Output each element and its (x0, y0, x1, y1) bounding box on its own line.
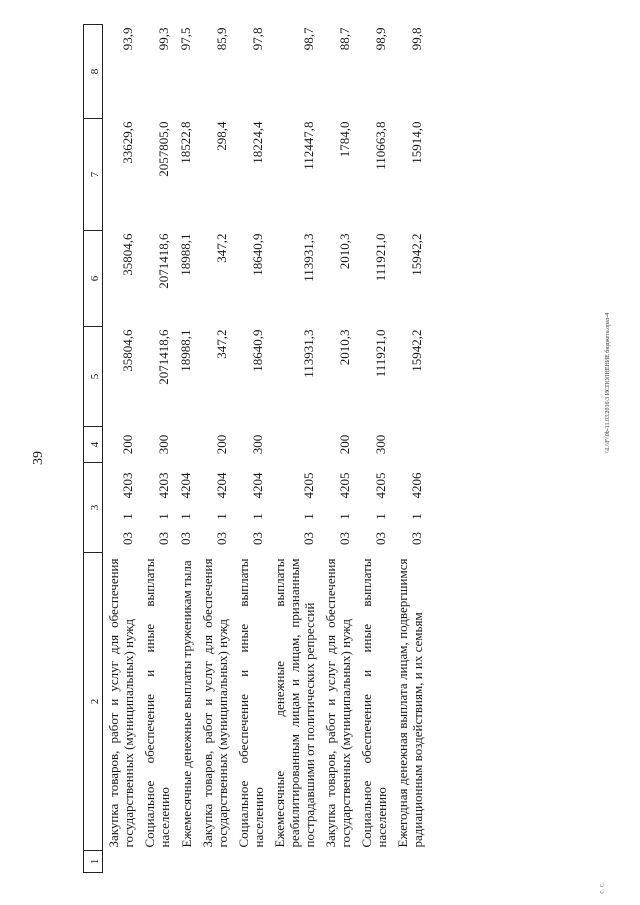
cell-c1 (320, 851, 356, 873)
cell-v5: 15942,2 (409, 329, 424, 372)
cell-v8: 99,3 (156, 27, 171, 51)
cell-name: Ежемесячные денежные выплаты труженикам тыла (179, 560, 194, 848)
cell-type: 300 (250, 434, 265, 455)
cell-code: 4205 (337, 472, 352, 499)
col-header-5: 5 (84, 326, 103, 426)
cell-chapter: 03 (337, 532, 352, 545)
cell-code: 4205 (301, 472, 316, 499)
cell-name: Ежемесячные денежные выплаты реабилитированным лицам и лицам, признанным пострадавшими от политических репрессий (272, 558, 317, 848)
cell-chapter: 03 (250, 532, 265, 545)
table-row (320, 24, 356, 872)
cell-v7: 33629,6 (120, 121, 135, 164)
cell-code: 4204 (214, 472, 229, 499)
cell-v5: 111921,0 (373, 329, 388, 378)
cell-v5: 2071418,6 (156, 329, 171, 385)
cell-code: 4203 (156, 472, 171, 499)
cell-c1 (103, 851, 140, 873)
col-header-4: 4 (84, 426, 103, 462)
table-body (103, 24, 429, 872)
cell-chapter: 03 (156, 532, 171, 545)
cell-v6: 15942,2 (409, 233, 424, 276)
cell-v7: 1784,0 (337, 121, 352, 158)
cell-v7: 298,4 (214, 121, 229, 151)
cell-v8: 99,8 (409, 27, 424, 51)
cell-name: Социальное обеспечение и иные выплаты населению (359, 558, 389, 848)
cell-sub: 1 (250, 513, 265, 520)
col-header-6: 6 (84, 230, 103, 326)
cell-v6: 2010,3 (337, 233, 352, 270)
cell-c1 (197, 851, 233, 873)
table-row (392, 24, 428, 872)
cell-c1 (139, 851, 175, 873)
cell-v7: 110663,8 (373, 121, 388, 170)
cell-code: 4203 (120, 472, 135, 499)
cell-v8: 97,8 (250, 27, 265, 51)
rotated-table-container (83, 25, 583, 873)
cell-name: Закупка товаров, работ и услуг для обеспечения государственных (муниципальных) нужд (200, 558, 230, 848)
table-row (197, 24, 233, 872)
cell-v8: 98,7 (301, 27, 316, 51)
cell-name: Закупка товаров, работ и услуг для обеспечения государственных (муниципальных) нужд (323, 558, 353, 848)
col-header-8: 8 (84, 24, 103, 118)
cell-v6: 18640,9 (250, 233, 265, 276)
col-header-1: 1 (84, 851, 103, 873)
cell-sub: 1 (301, 513, 316, 520)
cell-chapter: 03 (373, 532, 388, 545)
cell-v5: 347,2 (214, 329, 229, 359)
table-row (269, 24, 320, 872)
cell-v5: 2010,3 (337, 329, 352, 366)
cell-v5: 18988,1 (178, 329, 193, 372)
cell-v8: 93,9 (120, 27, 135, 51)
cell-v7: 15914,0 (409, 121, 424, 164)
header-row (84, 24, 103, 872)
cell-c1 (175, 851, 197, 873)
cell-v7: 18522,8 (178, 121, 193, 164)
cell-chapter: 03 (178, 532, 193, 545)
table-row (175, 24, 197, 872)
cell-chapter: 03 (301, 532, 316, 545)
table-row (103, 24, 140, 872)
cell-sub: 1 (178, 513, 193, 520)
cell-chapter: 03 (120, 532, 135, 545)
cell-type (269, 426, 320, 462)
cell-v8: 98,9 (373, 27, 388, 51)
col-header-2: 2 (84, 553, 103, 851)
cell-sub: 1 (214, 513, 229, 520)
cell-chapter: 03 (214, 532, 229, 545)
cell-v8: 85,9 (214, 27, 229, 51)
cell-sub: 1 (409, 513, 424, 520)
budget-table (83, 24, 428, 873)
cell-code: 4205 (373, 472, 388, 499)
cell-c1 (233, 851, 269, 873)
cell-type (175, 426, 197, 462)
cell-sub: 1 (156, 513, 171, 520)
cell-code: 4206 (409, 472, 424, 499)
col-header-7: 7 (84, 118, 103, 230)
page-number: 39 (31, 451, 46, 465)
cell-type: 200 (214, 434, 229, 455)
cell-v6: 35804,6 (120, 233, 135, 276)
cell-v6: 347,2 (214, 233, 229, 263)
cell-v8: 97,5 (178, 27, 193, 51)
cell-v7: 2057805,0 (156, 121, 171, 177)
cell-v5: 113931,3 (301, 329, 316, 378)
cell-name: Закупка товаров, работ и услуг для обеспечения государственных (муниципальных) нужд (106, 558, 136, 848)
cell-v7: 18224,4 (250, 121, 265, 164)
cell-chapter: 03 (409, 532, 424, 545)
cell-type: 300 (373, 434, 388, 455)
cell-name: Ежегодная денежная выплата лицам, подвергшимся радиационным воздействиям, и их семьям (395, 558, 425, 848)
cell-name: Социальное обеспечение и иные выплаты населению (142, 558, 172, 848)
cell-v7: 112447,8 (301, 121, 316, 170)
cell-name: Социальное обеспечение и иные выплаты населению (236, 558, 266, 848)
table-row (356, 24, 392, 872)
cell-sub: 1 (373, 513, 388, 520)
cell-sub: 1 (337, 513, 352, 520)
cell-type (392, 426, 428, 462)
cell-sub: 1 (120, 513, 135, 520)
cell-v5: 18640,9 (250, 329, 265, 372)
cell-c1 (356, 851, 392, 873)
cell-v6: 2071418,6 (156, 233, 171, 289)
cell-c1 (392, 851, 428, 873)
cell-code: 4204 (250, 472, 265, 499)
cell-type: 200 (120, 434, 135, 455)
cell-c1 (269, 851, 320, 873)
cell-type: 200 (337, 434, 352, 455)
cell-type: 300 (156, 434, 171, 455)
cell-v8: 88,7 (337, 27, 352, 51)
cell-v6: 111921,0 (373, 233, 388, 282)
cell-v6: 18988,1 (178, 233, 193, 276)
table-row (139, 24, 175, 872)
cell-code: 4204 (178, 472, 193, 499)
file-path-note: \\L\\F\\0b-11.03.2016\3 ИСПОЛНЕНИЕ бюджета.ораз-4 (605, 312, 611, 454)
table-row (233, 24, 269, 872)
cell-v6: 113931,3 (301, 233, 316, 282)
corner-mark: с. с. (597, 882, 606, 894)
col-header-3: 3 (84, 462, 103, 552)
cell-v5: 35804,6 (120, 329, 135, 372)
